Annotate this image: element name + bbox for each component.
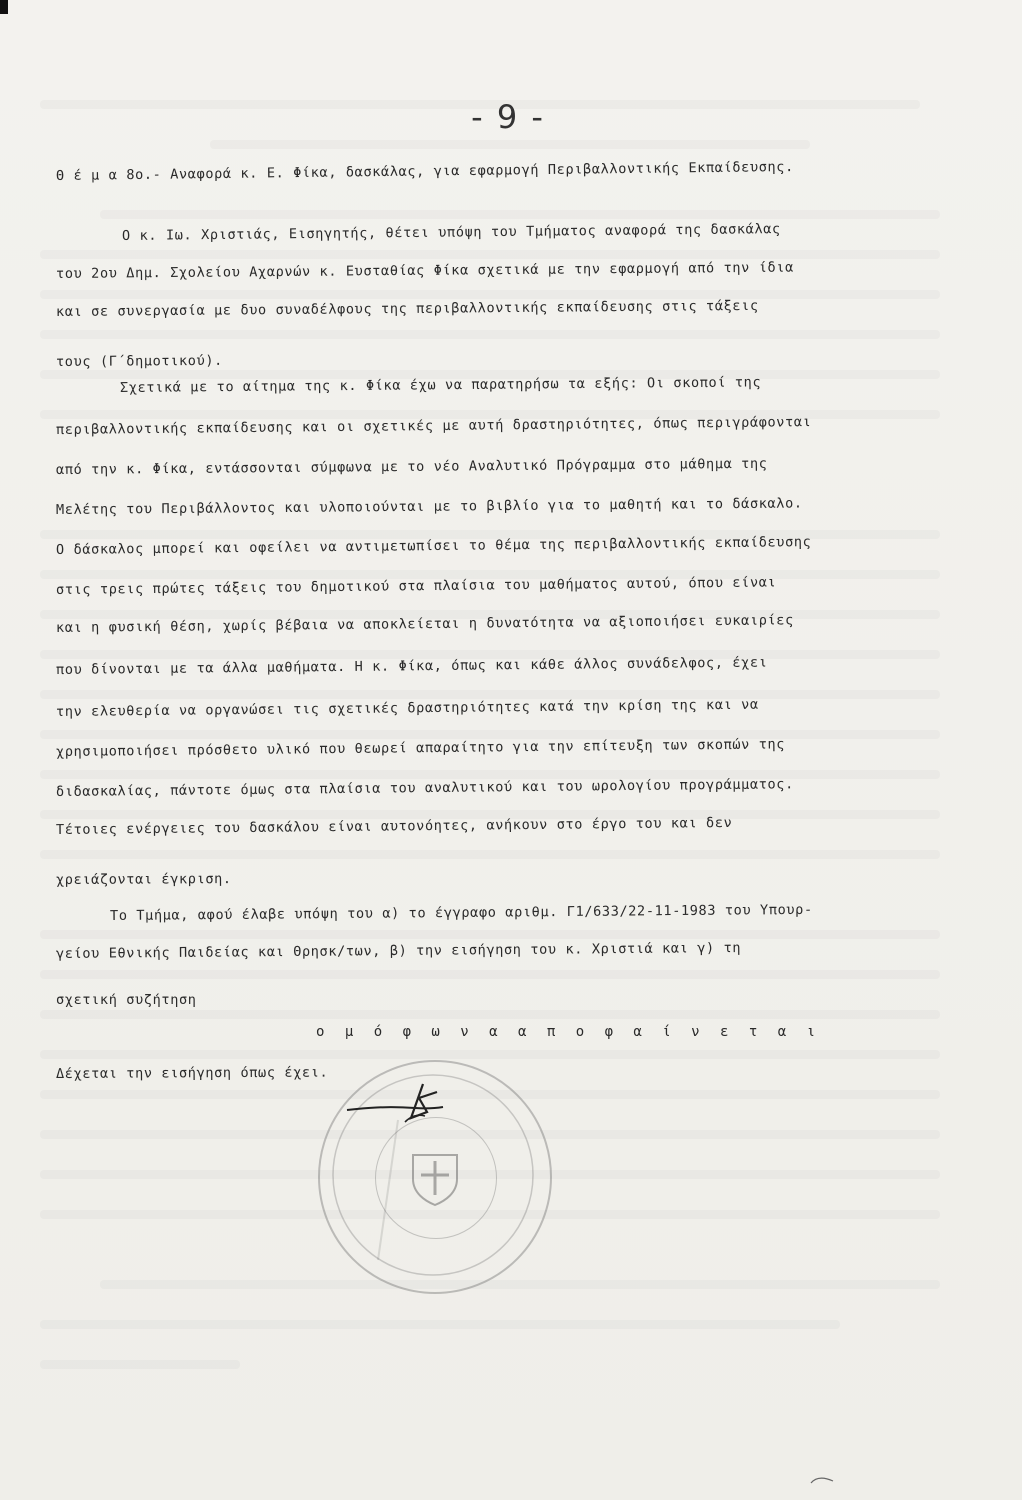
text-line: χρησιμοποιήσει πρόσθετο υλικό που θεωρεί απαραίτητο για την επίτευξη των σκοπών της — [55, 736, 786, 760]
text-line: που δίνονται με τα άλλα μαθήματα. Η κ. Φίκα, όπως και κάθε άλλος συνάδελφος, έχει — [55, 654, 768, 678]
closing-line: Δέχεται την εισήγηση όπως έχει. — [55, 1064, 329, 1082]
text-line: Σχετικά με το αίτημα της κ. Φίκα έχω να παρατηρήσω τα εξής: Οι σκοποί της — [119, 374, 762, 396]
text-line: στις τρεις πρώτες τάξεις του δημοτικού στα πλαίσια του μαθήματος αυτού, όπου είναι — [55, 574, 777, 598]
scan-mark — [810, 1475, 834, 1485]
text-line: χρειάζονται έγκριση. — [55, 871, 232, 888]
text-line: γείου Εθνικής Παιδείας και Θρησκ/των, β) την εισήγηση του κ. Χριστιά και γ) τη — [55, 940, 742, 962]
text-line: Ο κ. Ιω. Χριστιάς, Εισηγητής, θέτει υπόψη του Τμήματος αναφορά της δασκάλας — [121, 221, 781, 244]
text-line: σχετική συζήτηση — [56, 992, 197, 1008]
text-line: περιβαλλοντικής εκπαίδευσης και οι σχετικές με αυτή δραστηριότητες, όπως περιγράφονται — [55, 414, 812, 438]
decision-phrase: ο μ ό φ ω ν α α π ο φ α ί ν ε τ α ι — [316, 1024, 822, 1040]
scan-corner-mark — [0, 0, 8, 14]
text-line: Μελέτης του Περιβάλλοντος και υλοποιούνται με το βιβλίο για το μαθητή και το δάσκαλο. — [55, 495, 803, 518]
text-line: διδασκαλίας, πάντοτε όμως στα πλαίσια του αναλυτικού και του ωρολογίου προγράμματος. — [55, 776, 794, 800]
text-line: και σε συνεργασία με δυο συναδέλφους της περιβαλλοντικής εκπαίδευσης στις τάξεις — [55, 297, 759, 320]
coat-of-arms-icon — [405, 1147, 465, 1207]
text-line: την ελευθερία να οργανώσει τις σχετικές δραστηριότητες κατά την κρίση της και να — [55, 696, 759, 720]
text-line: τους (Γ΄δημοτικού). — [55, 352, 223, 370]
page-number: - 9 - — [471, 98, 545, 136]
text-line: Το Τμήμα, αφού έλαβε υπόψη του α) το έγγραφο αριθμ. Γ1/633/22-11-1983 του Υπουρ- — [109, 901, 813, 924]
subject-heading: Θ έ μ α 8ο.- Αναφορά κ. Ε. Φίκα, δασκάλας, για εφαρμογή Περιβαλλοντικής Εκπαίδευσης. — [55, 158, 794, 184]
text-line: Τέτοιες ενέργειες του δασκάλου είναι αυτονόητες, ανήκουν στο έργο του και δεν — [55, 814, 733, 838]
handwritten-signature — [345, 1078, 445, 1138]
text-line: Ο δάσκαλος μπορεί και οφείλει να αντιμετωπίσει το θέμα της περιβαλλοντικής εκπαίδευσης — [55, 534, 812, 558]
text-line: και η φυσική θέση, χωρίς βέβαια να αποκλείεται η δυνατότητα να αξιοποιήσει ευκαιρίες — [55, 612, 794, 636]
text-line: από την κ. Φίκα, εντάσσονται σύμφωνα με το νέο Αναλυτικό Πρόγραμμα στο μάθημα της — [55, 455, 768, 478]
text-line: του 2ου Δημ. Σχολείου Αχαρνών κ. Ευσταθίας Φίκα σχετικά με την εφαρμογή από την ίδια — [55, 259, 794, 282]
